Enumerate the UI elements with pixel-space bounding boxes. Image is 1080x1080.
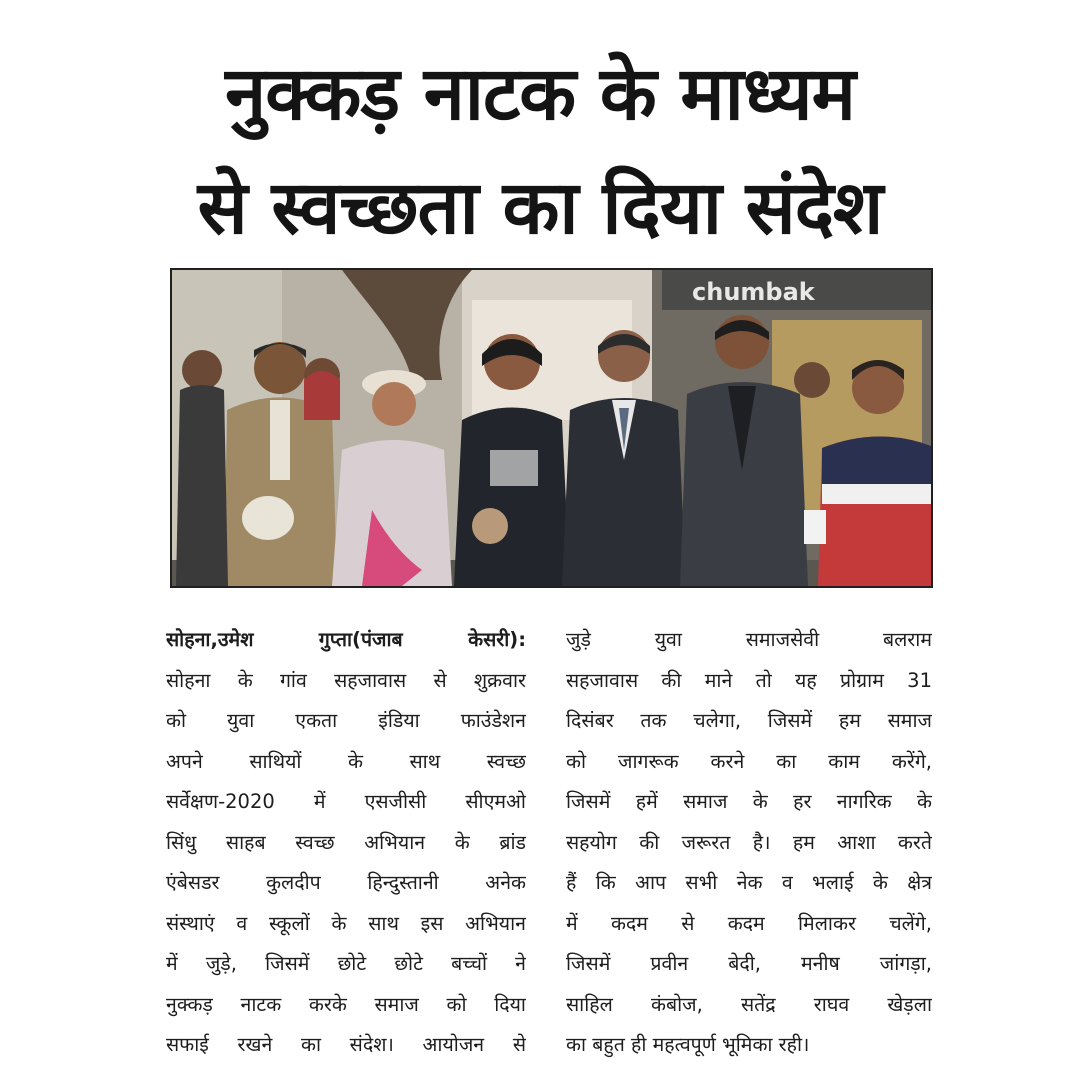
article-column-right: [566, 620, 932, 1066]
headline-line-2: से स्वच्छता का दिया संदेश: [197, 165, 883, 251]
article-line: को जागरूक करने का काम करेंगे,: [566, 749, 932, 773]
article-line: संस्थाएं व स्कूलों के साथ इस अभियान: [166, 911, 526, 935]
article-line: जिसमें हमें समाज के हर नागरिक के: [566, 790, 932, 813]
article-line: हैं कि आप सभी नेक व भलाई के क्षेत्र: [566, 871, 932, 894]
article-line: दिसंबर तक चलेगा, जिसमें हम समाज: [566, 709, 932, 732]
article-line: सर्वेक्षण-2020 में एसजीसी सीएमओ: [166, 790, 526, 813]
article-line: सिंधु साहब स्वच्छ अभियान के ब्रांड: [166, 830, 526, 854]
article-line: सोहना के गांव सहजावास से शुक्रवार: [166, 668, 526, 692]
article-line: सहजावास की माने तो यह प्रोग्राम 31: [566, 668, 932, 692]
shop-sign-text: chumbak: [692, 278, 815, 306]
article-line: एंबेसडर कुलदीप हिन्दुस्तानी अनेक: [166, 871, 526, 894]
article-line: साहिल कंबोज, सतेंद्र राघव खेड़ला: [566, 992, 932, 1016]
article-line: सफाई रखने का संदेश। आयोजन से: [166, 1033, 526, 1056]
article-line: जुड़े युवा समाजसेवी बलराम: [566, 628, 932, 651]
article-line: में जुड़े, जिसमें छोटे छोटे बच्चों ने: [166, 952, 526, 975]
article-line: का बहुत ही महत्वपूर्ण भूमिका रही।: [566, 1033, 810, 1056]
article-line: जिसमें प्रवीन बेदी, मनीष जांगड़ा,: [566, 952, 932, 975]
headline-line-1: नुक्कड़ नाटक के माध्यम: [225, 51, 855, 137]
article-line: सहयोग की जरूरत है। हम आशा करते: [566, 830, 932, 854]
article-line: को युवा एकता इंडिया फाउंडेशन: [166, 709, 526, 732]
group-photo-illustration: [172, 270, 931, 586]
article-byline: सोहना,उमेश गुप्ता(पंजाब केसरी):: [166, 628, 526, 651]
article-column-left: [166, 620, 526, 1066]
article-line: अपने साथियों के साथ स्वच्छ: [166, 749, 526, 773]
article-line: में कदम से कदम मिलाकर चलेंगे,: [566, 911, 932, 935]
article-line: नुक्कड़ नाटक करके समाज को दिया: [166, 992, 526, 1016]
news-photo: [170, 268, 933, 588]
